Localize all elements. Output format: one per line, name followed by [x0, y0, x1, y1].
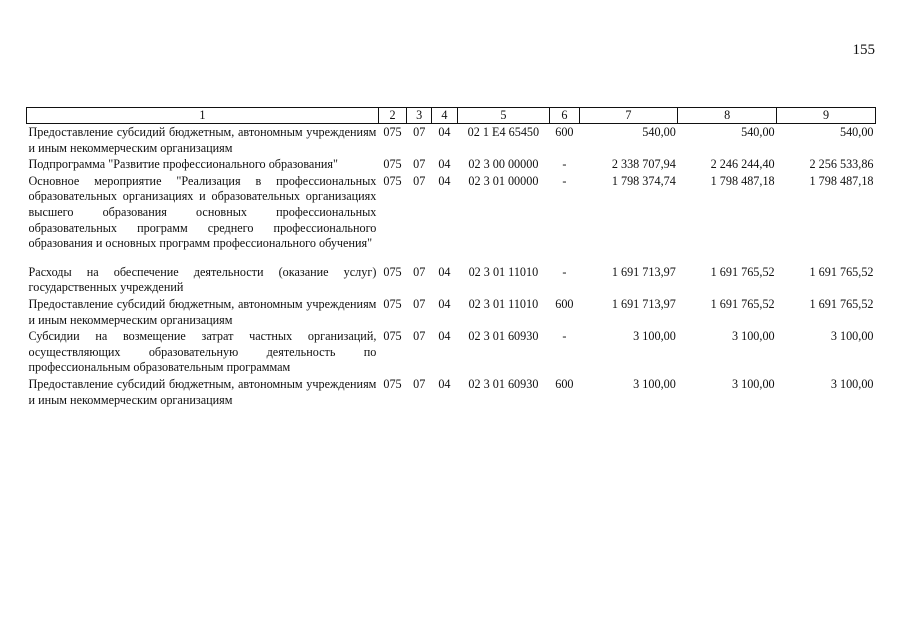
row-rz: 07 — [413, 125, 426, 139]
row-rz: 07 — [413, 157, 426, 172]
row-grbs: 075 — [383, 157, 402, 172]
row-value-1: 2 338 707,94 — [611, 157, 676, 172]
row-value-1: 3 100,00 — [633, 329, 676, 344]
row-value-3: 1 798 487,18 — [809, 173, 874, 188]
row-vr: 600 — [555, 296, 574, 311]
row-value-2: 2 246 244,40 — [710, 157, 775, 172]
table-row — [27, 296, 876, 328]
row-name: Основное мероприятие "Реализация в профессиональных образовательных организациях и образовательных организациях высшего образования основных профессиональных образовательных программ среднего профессионального образования и основных программ профессионального обучения" — [28, 173, 377, 251]
row-rz: 07 — [413, 329, 426, 344]
column-header: 8 — [678, 108, 777, 124]
budget-table — [26, 107, 876, 408]
row-csr: 02 3 01 60930 — [468, 329, 539, 344]
row-csr: 02 3 01 11010 — [468, 296, 539, 311]
row-vr: 600 — [555, 376, 574, 391]
row-vr: - — [562, 173, 567, 188]
row-csr: 02 3 01 60930 — [468, 376, 539, 391]
column-header: 5 — [457, 108, 550, 124]
row-csr: 02 1 E4 65450 — [467, 125, 540, 139]
row-rz: 07 — [413, 264, 426, 279]
row-rz: 07 — [413, 376, 426, 391]
row-pr: 04 — [438, 296, 451, 311]
row-pr: 04 — [438, 157, 451, 172]
row-grbs: 075 — [383, 329, 402, 344]
column-header: 9 — [777, 108, 876, 124]
table-row — [27, 124, 876, 157]
row-pr: 04 — [438, 264, 451, 279]
column-header: 4 — [432, 108, 457, 124]
row-value-2: 1 798 487,18 — [710, 173, 775, 188]
row-grbs: 075 — [383, 296, 402, 311]
row-value-1: 1 798 374,74 — [611, 173, 676, 188]
table-row — [27, 328, 876, 376]
row-value-1: 3 100,00 — [633, 376, 676, 391]
row-vr: - — [562, 264, 567, 279]
row-value-3: 540,00 — [839, 125, 874, 139]
row-value-2: 1 691 765,52 — [710, 296, 775, 311]
row-name: Предоставление субсидий бюджетным, автономным учреждениям и иным некоммерческим организациям — [28, 376, 377, 407]
row-grbs: 075 — [383, 376, 402, 391]
row-value-3: 1 691 765,52 — [809, 264, 874, 279]
row-vr: - — [562, 157, 567, 172]
row-rz: 07 — [413, 296, 426, 311]
row-value-1: 1 691 713,97 — [611, 264, 676, 279]
row-value-2: 3 100,00 — [731, 329, 775, 344]
row-value-2: 1 691 765,52 — [710, 264, 775, 279]
table-row — [27, 252, 876, 296]
row-csr: 02 3 01 00000 — [468, 173, 539, 188]
row-value-1: 1 691 713,97 — [611, 296, 676, 311]
row-csr: 02 3 00 00000 — [468, 157, 539, 172]
row-value-3: 3 100,00 — [830, 376, 874, 391]
row-grbs: 075 — [383, 125, 402, 139]
row-value-3: 3 100,00 — [830, 329, 874, 344]
column-header: 6 — [550, 108, 579, 124]
row-grbs: 075 — [383, 173, 402, 188]
row-name: Предоставление субсидий бюджетным, автономным учреждениям и иным некоммерческим организациям — [28, 125, 377, 155]
row-name: Расходы на обеспечение деятельности (оказание услуг) государственных учреждений — [28, 264, 377, 295]
row-pr: 04 — [438, 376, 451, 391]
row-csr: 02 3 01 11010 — [468, 264, 539, 279]
row-pr: 04 — [438, 173, 451, 188]
column-header: 7 — [579, 108, 678, 124]
row-name: Подпрограмма "Развитие профессионального образования" — [28, 157, 338, 172]
table-row — [27, 376, 876, 408]
row-value-2: 3 100,00 — [731, 376, 775, 391]
row-vr: - — [562, 329, 567, 344]
row-pr: 04 — [438, 329, 451, 344]
row-name: Предоставление субсидий бюджетным, автономным учреждениям и иным некоммерческим организациям — [28, 296, 377, 327]
row-name: Субсидии на возмещение затрат частных организаций, осуществляющих образовательную деятельность по профессиональным образовательным программам — [28, 329, 377, 375]
table-row — [27, 156, 876, 173]
row-grbs: 075 — [383, 264, 402, 279]
column-header: 3 — [407, 108, 432, 124]
row-value-2: 540,00 — [741, 125, 775, 139]
table-header-row — [27, 108, 876, 124]
table-row — [27, 173, 876, 252]
row-value-3: 1 691 765,52 — [809, 296, 874, 311]
row-vr: 600 — [555, 125, 574, 139]
column-header: 2 — [378, 108, 406, 124]
row-pr: 04 — [438, 125, 451, 139]
row-value-1: 540,00 — [642, 125, 676, 139]
row-value-3: 2 256 533,86 — [809, 157, 874, 172]
page-number: 155 — [852, 42, 875, 58]
column-header: 1 — [27, 108, 379, 124]
row-rz: 07 — [413, 173, 426, 188]
